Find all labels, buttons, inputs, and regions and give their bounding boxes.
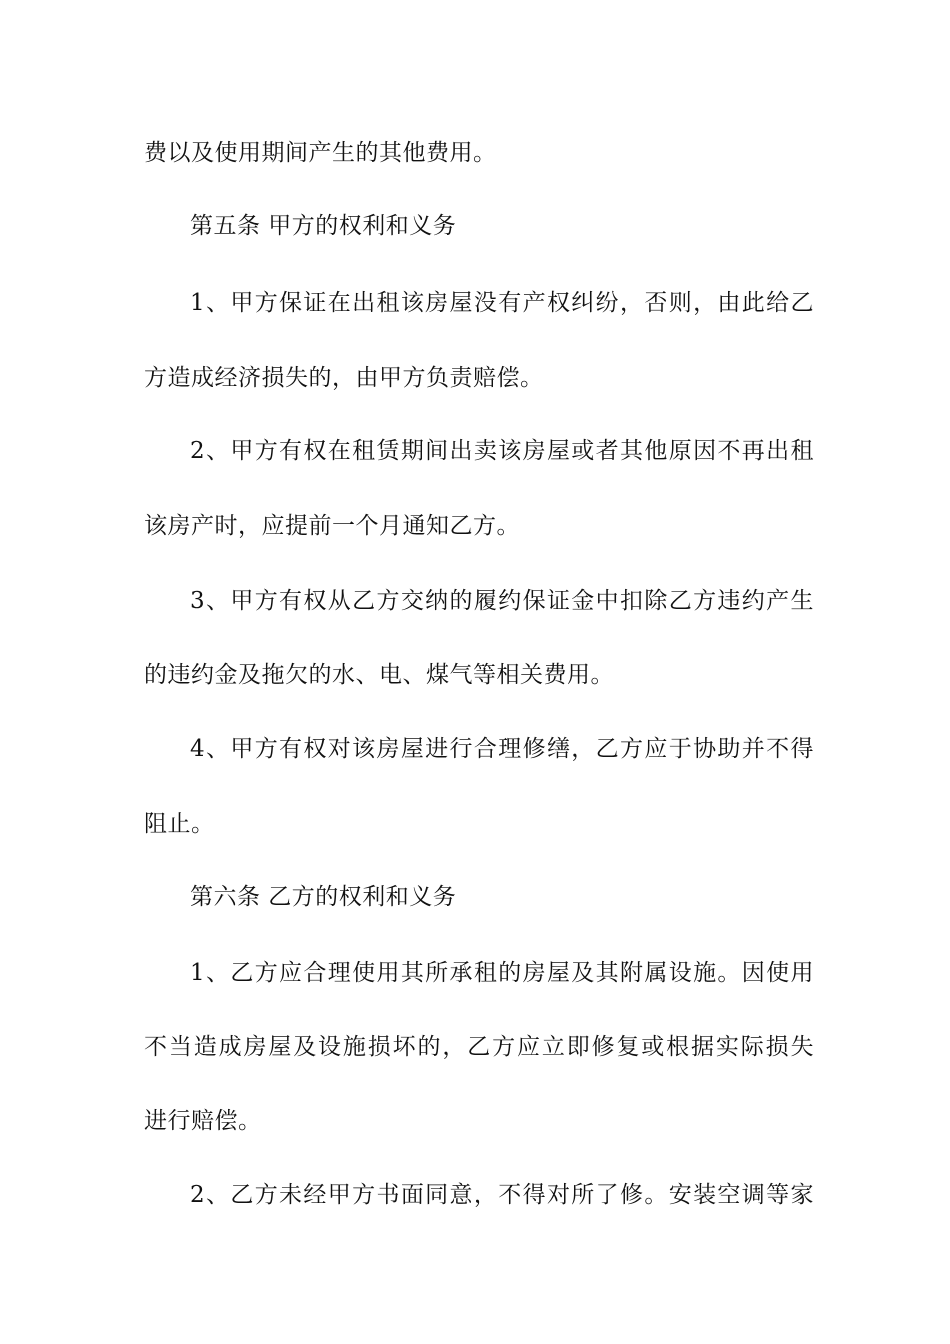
text-line: 1、甲方保证在出租该房屋没有产权纠纷，否则，由此给乙 <box>190 290 814 316</box>
text-line: 不当造成房屋及设施损坏的，乙方应立即修复或根据实际损失 <box>144 1034 814 1060</box>
text-line: 4、甲方有权对该房屋进行合理修缮，乙方应于协助并不得 <box>190 736 814 762</box>
text-line: 的违约金及拖欠的水、电、煤气等相关费用。 <box>144 662 614 688</box>
text-line: 3、甲方有权从乙方交纳的履约保证金中扣除乙方违约产生 <box>190 588 814 614</box>
text-line: 方造成经济损失的，由甲方负责赔偿。 <box>144 365 544 391</box>
section-heading: 第五条 甲方的权利和义务 <box>190 213 457 239</box>
text-line: 进行赔偿。 <box>144 1108 262 1134</box>
text-line: 该房产时，应提前一个月通知乙方。 <box>144 513 520 539</box>
text-line: 费以及使用期间产生的其他费用。 <box>144 140 497 166</box>
text-line: 1、乙方应合理使用其所承租的房屋及其附属设施。因使用 <box>190 960 814 986</box>
text-line: 阻止。 <box>144 811 215 837</box>
section-heading: 第六条 乙方的权利和义务 <box>190 884 457 910</box>
text-line: 2、乙方未经甲方书面同意，不得对所了修。安装空调等家 <box>190 1182 814 1208</box>
text-line: 2、甲方有权在租赁期间出卖该房屋或者其他原因不再出租 <box>190 438 814 464</box>
